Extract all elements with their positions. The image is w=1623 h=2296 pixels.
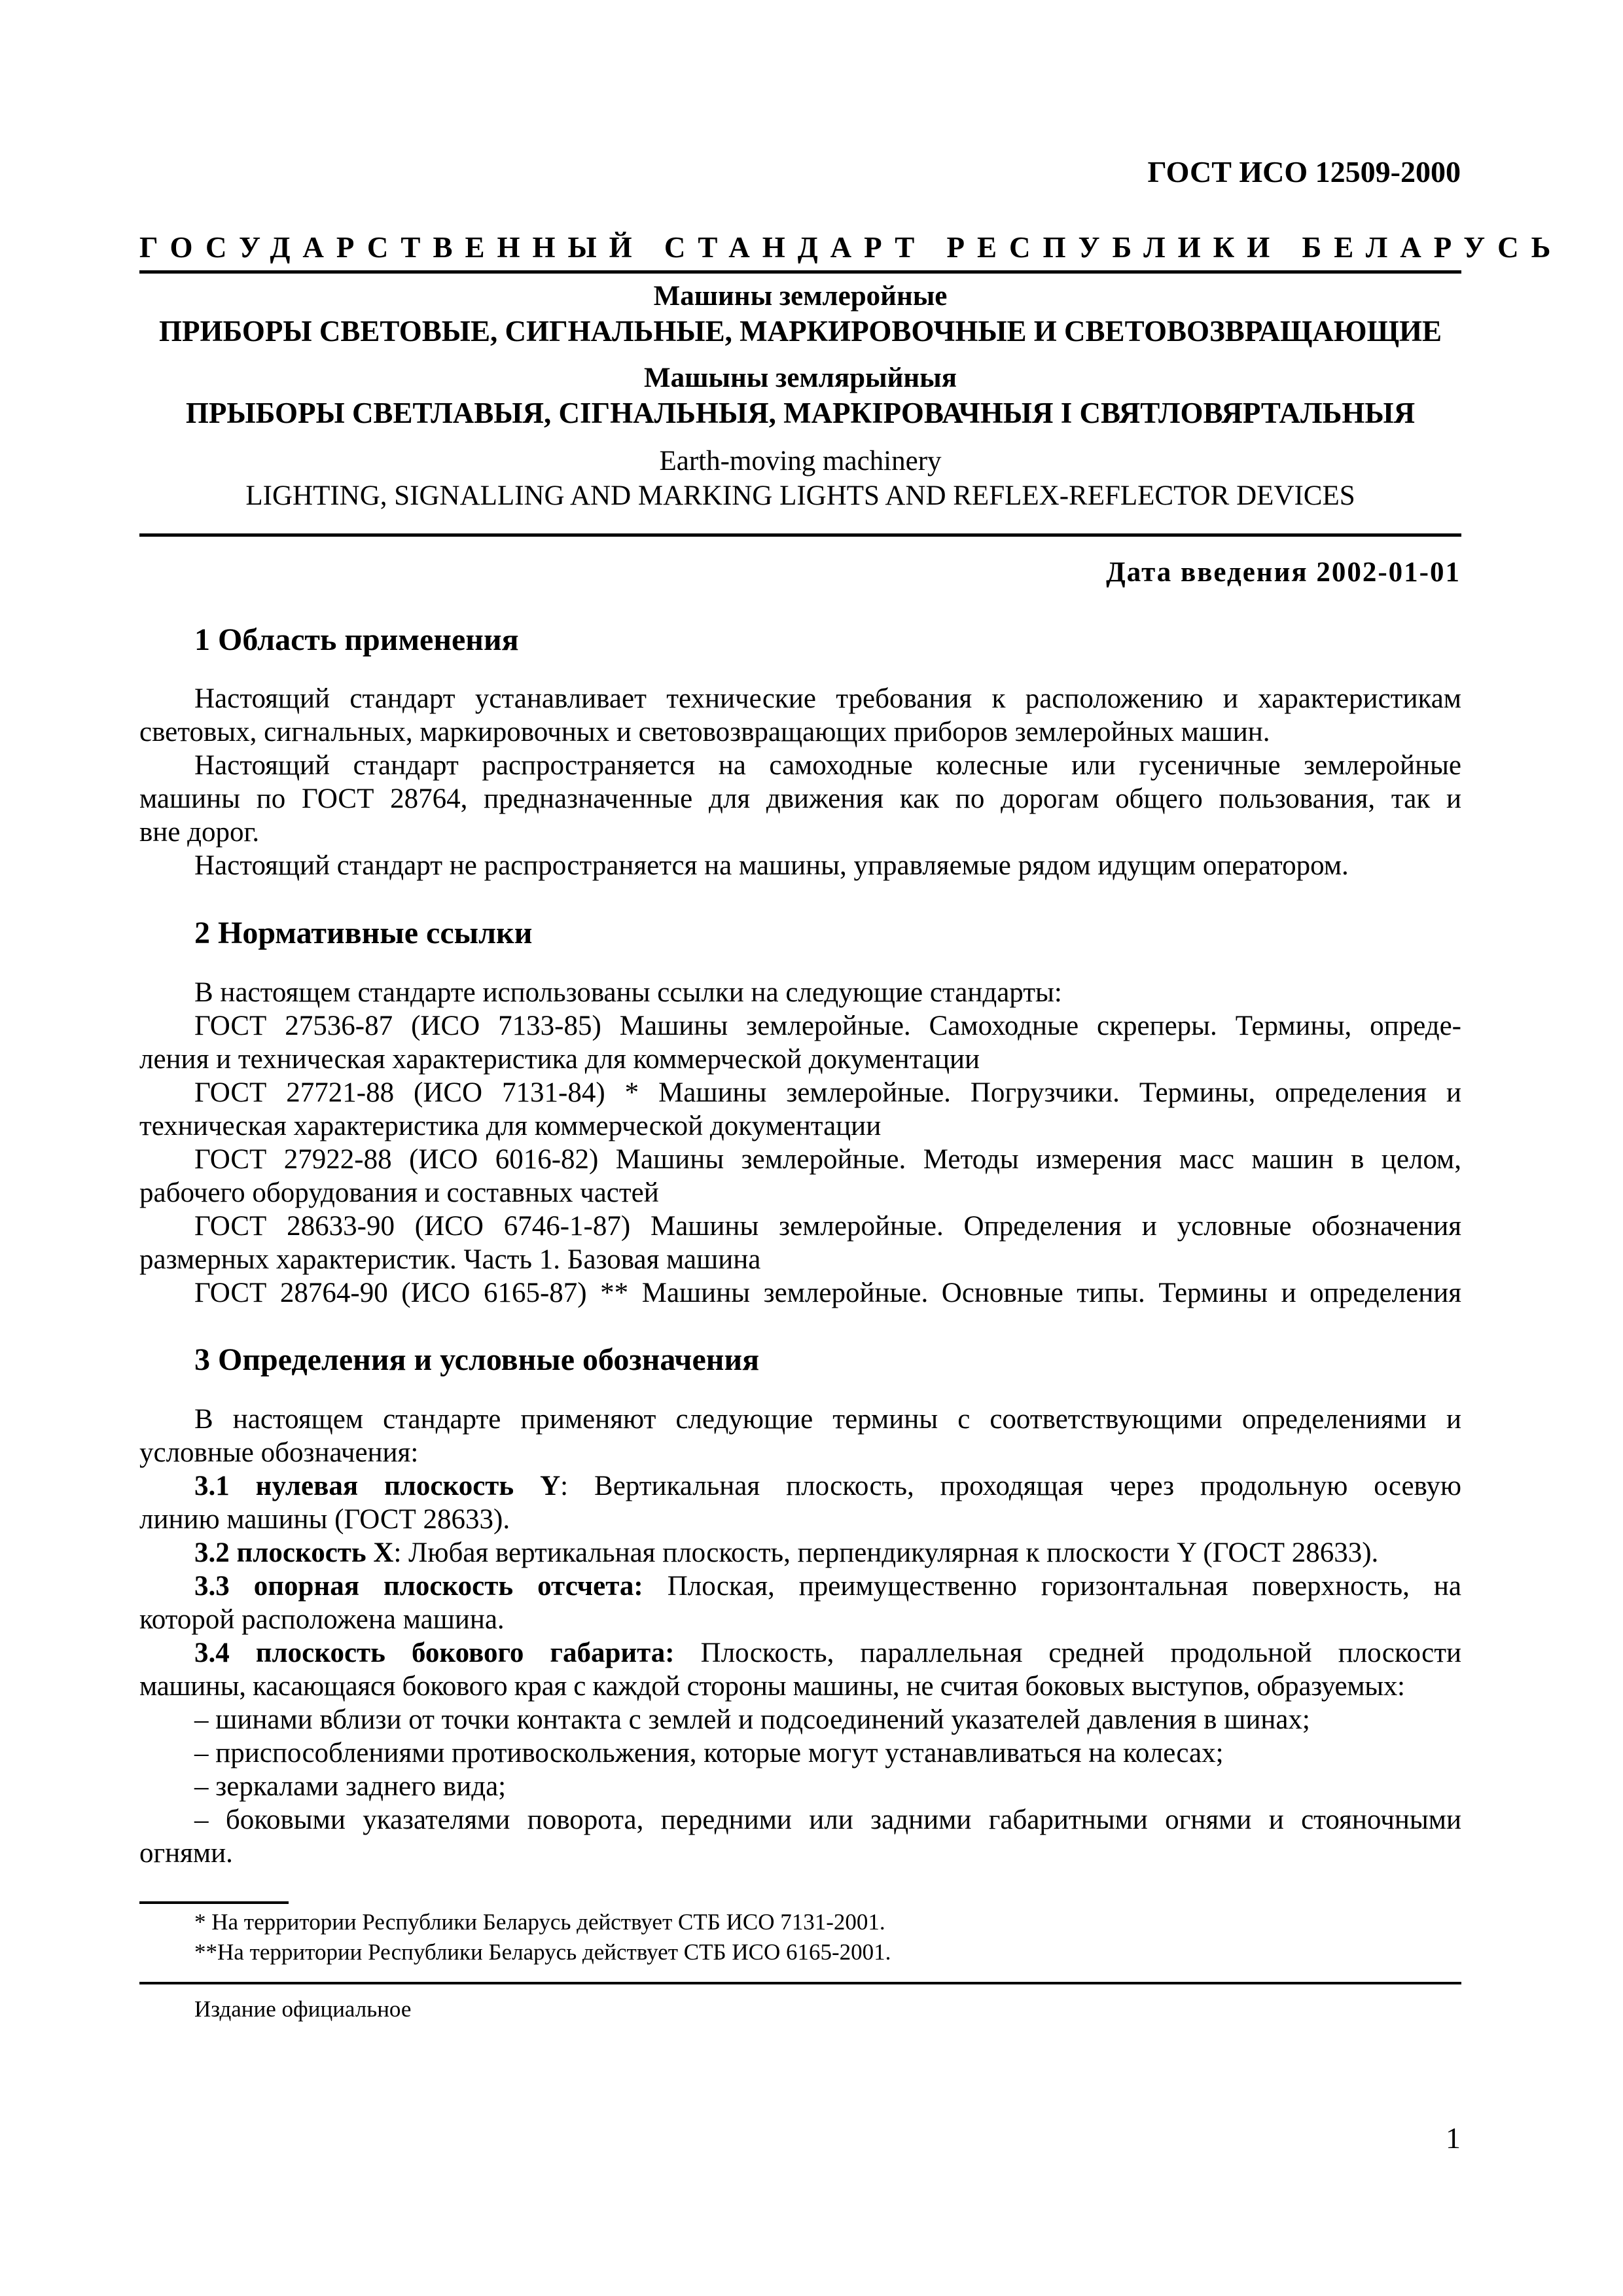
title-rule bbox=[139, 533, 1461, 537]
introduction-date: Дата введения 2002-01-01 bbox=[1106, 557, 1461, 588]
section-1-line: Настоящий стандарт не распространяется на машины, управляемые рядом идущим оператором. bbox=[194, 850, 1349, 881]
definition-term: 3.1 нулевая плоскость Y bbox=[194, 1471, 561, 1501]
definition-3-4 bbox=[194, 1636, 1461, 1670]
footnote: **На территории Республики Беларусь действует СТБ ИСО 6165-2001. bbox=[194, 1939, 891, 1965]
definition-continuation: линию машины (ГОСТ 28633). bbox=[139, 1504, 510, 1535]
footer-rule bbox=[139, 1982, 1461, 1984]
section-1-line: Настоящий стандарт распространяется на самоходные колесные или гусеничные землеройные bbox=[194, 750, 1461, 781]
title-ru-machine: Машины землеройные bbox=[653, 281, 948, 312]
reference-line: ГОСТ 28633-90 (ИСО 6746-1-87) Машины землеройные. Определения и условные обозначения bbox=[194, 1211, 1461, 1242]
footnote: * На территории Республики Беларусь действует СТБ ИСО 7131-2001. bbox=[194, 1909, 885, 1935]
definition-term: 3.2 плоскость Х bbox=[194, 1537, 394, 1568]
definition-term: 3.4 плоскость бокового габарита: bbox=[194, 1638, 675, 1668]
definition-term: 3.3 опорная плоскость отсчета: bbox=[194, 1571, 643, 1602]
definition-3-3 bbox=[194, 1570, 1461, 1603]
reference-line: ГОСТ 27922-88 (ИСО 6016-82) Машины землеройные. Методы измерения масс машин в целом, bbox=[194, 1144, 1461, 1175]
list-item: – приспособлениями противоскольжения, которые могут устанавливаться на колесах; bbox=[194, 1738, 1224, 1768]
reference-line: ГОСТ 27721-88 (ИСО 7131-84) * Машины землеройные. Погрузчики. Термины, определения и bbox=[194, 1077, 1461, 1108]
edition-label: Издание официальное bbox=[194, 1996, 412, 2022]
reference-line: рабочего оборудования и составных частей bbox=[139, 1177, 659, 1208]
definition-continuation: которой расположена машина. bbox=[139, 1604, 505, 1635]
title-en: LIGHTING, SIGNALLING AND MARKING LIGHTS AND REFLEX-REFLECTOR DEVICES bbox=[245, 480, 1355, 511]
reference-line: техническая характеристика для коммерческой документации bbox=[139, 1111, 882, 1141]
list-item: – шинами вблизи от точки контакта с землей и подсоединений указателей давления в шинах; bbox=[194, 1704, 1310, 1735]
section-3-line: условные обозначения: bbox=[139, 1437, 419, 1468]
definition-3-2 bbox=[194, 1536, 1378, 1570]
section-3-heading: 3 Определения и условные обозначения bbox=[194, 1342, 760, 1377]
section-2-heading: 2 Нормативные ссылки bbox=[194, 916, 533, 950]
section-1-line: Настоящий стандарт устанавливает технические требования к расположению и характеристикам bbox=[194, 683, 1461, 714]
title-ru: ПРИБОРЫ СВЕТОВЫЕ, СИГНАЛЬНЫЕ, МАРКИРОВОЧНЫЕ И СВЕТОВОЗВРАЩАЮЩИЕ bbox=[158, 315, 1442, 348]
definition-text: Плоская, преимущественно горизонтальная поверхность, на bbox=[643, 1571, 1461, 1602]
definition-text: Плоскость, параллельная средней продольной плоскости bbox=[674, 1638, 1461, 1668]
document-code: ГОСТ ИСО 12509-2000 bbox=[1147, 155, 1461, 188]
footnote-separator bbox=[139, 1901, 289, 1904]
definition-3-1 bbox=[194, 1469, 1461, 1503]
section-1-line: вне дорог. bbox=[139, 817, 260, 848]
title-by-machine: Машыны землярыйныя bbox=[644, 363, 957, 393]
list-item: – зеркалами заднего вида; bbox=[194, 1771, 507, 1802]
reference-line: ГОСТ 27536-87 (ИСО 7133-85) Машины землеройные. Самоходные скреперы. Термины, опреде- bbox=[194, 1011, 1461, 1041]
list-item-continuation: огнями. bbox=[139, 1838, 233, 1869]
page-number: 1 bbox=[1446, 2121, 1461, 2155]
section-1-heading: 1 Область применения bbox=[194, 622, 519, 657]
section-1-line: световых, сигнальных, маркировочных и световозвращающих приборов землеройных машин. bbox=[139, 717, 1270, 747]
definition-text: : Любая вертикальная плоскость, перпендикулярная к плоскости Y (ГОСТ 28633). bbox=[393, 1537, 1379, 1568]
reference-line: размерных характеристик. Часть 1. Базовая машина bbox=[139, 1244, 761, 1275]
definition-continuation: машины, касающаяся бокового края с каждой стороны машины, не считая боковых выступов, образуемых: bbox=[139, 1671, 1405, 1702]
reference-line: ГОСТ 28764-90 (ИСО 6165-87) ** Машины землеройные. Основные типы. Термины и определения bbox=[194, 1278, 1461, 1308]
section-3-line: В настоящем стандарте применяют следующие термины с соответствующими определениями и bbox=[194, 1404, 1461, 1435]
title-en-machine: Earth-moving machinery bbox=[659, 446, 942, 476]
definition-text: : Вертикальная плоскость, проходящая через продольную осевую bbox=[560, 1471, 1461, 1501]
header-rule bbox=[139, 270, 1461, 274]
state-standard-heading: ГОСУДАРСТВЕННЫЙ СТАНДАРТ РЕСПУБЛИКИ БЕЛАРУСЬ bbox=[139, 231, 1563, 264]
title-by: ПРЫБОРЫ СВЕТЛАВЫЯ, СІГНАЛЬНЫЯ, МАРКІРОВАЧНЫЯ І СВЯТЛОВЯРТАЛЬНЫЯ bbox=[185, 397, 1416, 429]
section-2-line: В настоящем стандарте использованы ссылки на следующие стандарты: bbox=[194, 977, 1062, 1008]
list-item: – боковыми указателями поворота, передними или задними габаритными огнями и стояночными bbox=[194, 1804, 1461, 1835]
reference-line: ления и техническая характеристика для коммерческой документации bbox=[139, 1044, 980, 1075]
section-1-line: машины по ГОСТ 28764, предназначенные для движения как по дорогам общего пользования, так и bbox=[139, 783, 1461, 814]
